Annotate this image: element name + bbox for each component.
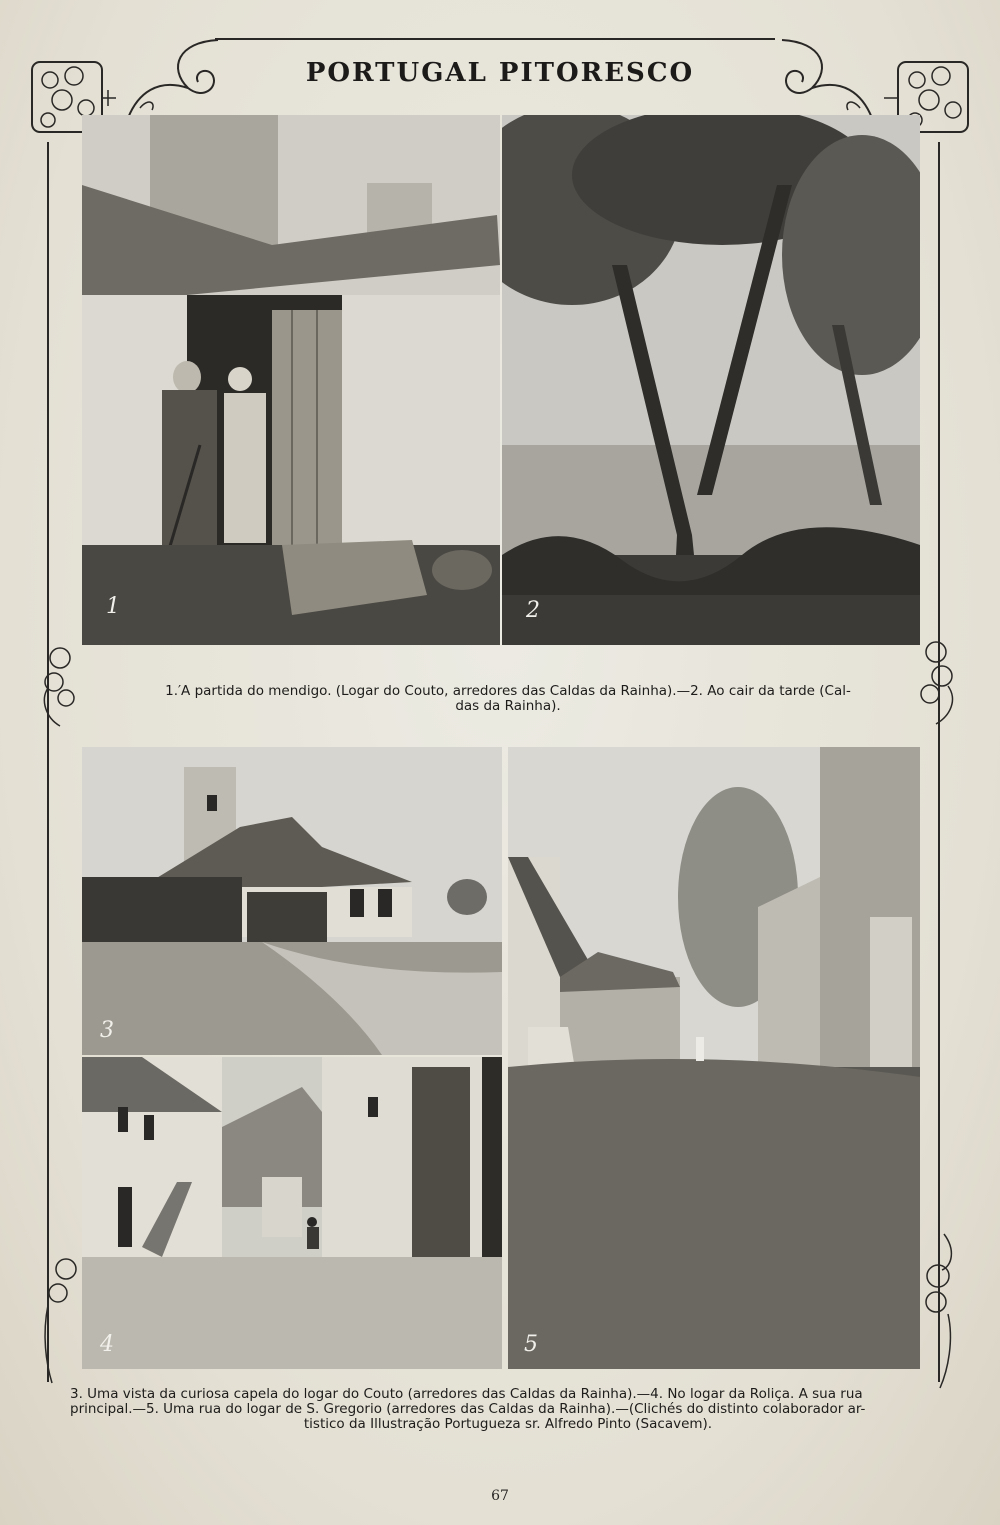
photo-2-number: 2 <box>526 598 540 623</box>
photo-3-number: 3 <box>100 1018 114 1043</box>
photo-5-number: 5 <box>524 1332 538 1357</box>
caption-top-line1: 1.′A partida do mendigo. (Logar do Couto, arredores das Caldas da Rainha).—2. Ao cair da tarde (Cal- <box>165 683 851 699</box>
bottom-right-ornament <box>914 1230 960 1390</box>
page-number: 67 <box>491 1488 509 1504</box>
right-middle-ornament <box>912 636 960 728</box>
caption-bottom-line3: tistico da Illustração Portugueza sr. Alfredo Pinto (Sacavem). <box>303 1416 713 1432</box>
photo-1-number: 1 <box>106 594 120 619</box>
photo-4-number: 4 <box>100 1332 114 1357</box>
frame-top-rule <box>215 38 775 40</box>
bottom-left-ornament <box>40 1245 84 1385</box>
frame-right-rule <box>938 142 940 1382</box>
caption-bottom-line1: 3. Uma vista da curiosa capela do logar do Couto (arredores das Caldas da Rainha).—4. No logar da Roliça. A sua rua <box>70 1386 863 1402</box>
caption-bottom-line2: principal.—5. Uma rua do logar de S. Gregorio (arredores das Caldas da Rainha).—(Clichés do distinto colaborador ar- <box>70 1401 866 1417</box>
photo-4-rolica-street <box>82 1057 502 1369</box>
left-middle-ornament <box>38 640 82 730</box>
photo-3-chapel <box>82 747 502 1055</box>
frame-left-rule <box>47 142 49 1382</box>
caption-top-line2: das da Rainha). <box>455 698 561 714</box>
photo-1-beggar <box>82 115 500 645</box>
photo-5-sao-gregorio-street <box>508 747 920 1369</box>
page-title: PORTUGAL PITORESCO <box>305 58 695 88</box>
photo-2-tree <box>502 115 920 645</box>
